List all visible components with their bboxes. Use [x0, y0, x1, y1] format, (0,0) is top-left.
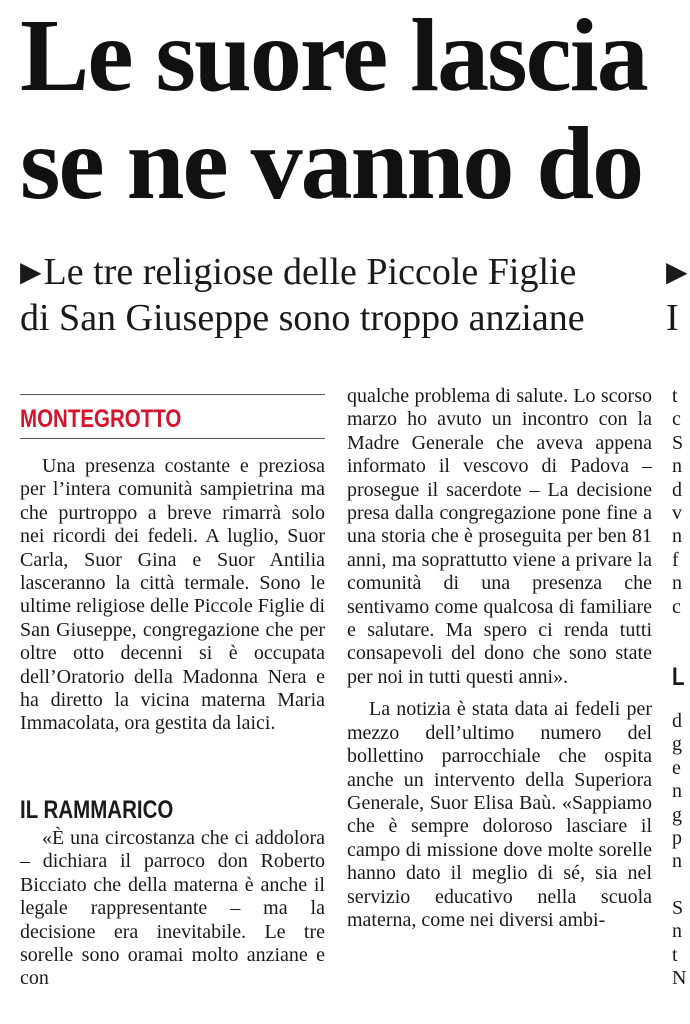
section-subhead: IL RAMMARICO	[20, 796, 174, 824]
adjacent-subheadline-marker: ▶	[666, 257, 688, 288]
headline-line-1: Le suore lascia	[20, 0, 647, 113]
adjacent-column-fragment-3: S n t N	[672, 897, 687, 990]
paragraph: qualche problema di salute. Lo scorso marzo ho avuto un incontro con la Madre Generale che aveva appena informato il vescovo di Padova – prosegue il sacerdote – La decisione presa dalla congregazione pone fine a una storia che è proseguita per ben 81 anni, ma soprattutto viene a privare la comunità di una presenza che sentivamo come qualcosa di familiare e salutare. Ma spero ci renda tutti consapevoli del dono che sono state per noi in tutti questi anni».	[347, 385, 652, 688]
paragraph: La notizia è stata data ai fedeli per mezzo dell’ultimo numero del bollettino parrocchiale che ospita anche un intervento della Superiora Generale, Suor Elisa Baù. «Sappiamo che è sempre doloroso lasciare il campo di missione dove molte sorelle hanno dato il meglio di sé, sia nel servizio educativo nella scuola materna, come nei diversi ambi-	[347, 698, 652, 931]
paragraph: Una presenza costante e preziosa per l’intera comunità sampietrina ma che purtroppo a breve rimarrà solo nei ricordi dei fedeli. A luglio, Suor Carla, Suor Gina e Suor Antilia lasceranno la città termale. Sono le ultime religiose delle Piccole Figlie di San Giuseppe, congregazione che per oltre otto decenni si è occupata dell’Oratorio della Madonna Nera e ha diretto la vicina materna Maria Immacolata, ora gestita da laici.	[20, 455, 325, 735]
column-rule-bottom	[20, 438, 325, 439]
adjacent-kicker-fragment: L	[672, 663, 685, 691]
adjacent-column-fragment-2: d g e n g p n	[672, 710, 682, 873]
adjacent-subheadline-fragment: I	[666, 297, 679, 339]
article-column-1-part-1	[20, 455, 325, 736]
article-column-2	[347, 385, 652, 932]
section-kicker: MONTEGROTTO	[20, 405, 182, 433]
subheadline-line-2: di San Giuseppe sono troppo anziane	[20, 297, 585, 339]
headline-line-2: se ne vanno do	[20, 106, 643, 221]
column-rule-top	[20, 394, 325, 395]
subheadline-text-1: Le tre religiose delle Piccole Figlie	[43, 251, 577, 293]
paragraph: «È una circostanza che ci addolora – dichiara il parroco don Roberto Bicciato che della materna è anche il legale rappresentante – ma la decisione era inevitabile. Le tre sorelle sono oramai molto anziane e con	[20, 827, 325, 990]
article-column-1-part-2	[20, 827, 325, 991]
subheadline-line-1	[20, 251, 576, 294]
triangle-marker-icon: ▶	[20, 257, 42, 288]
adjacent-column-fragment-1: t c S n d v n f n c	[672, 385, 684, 618]
